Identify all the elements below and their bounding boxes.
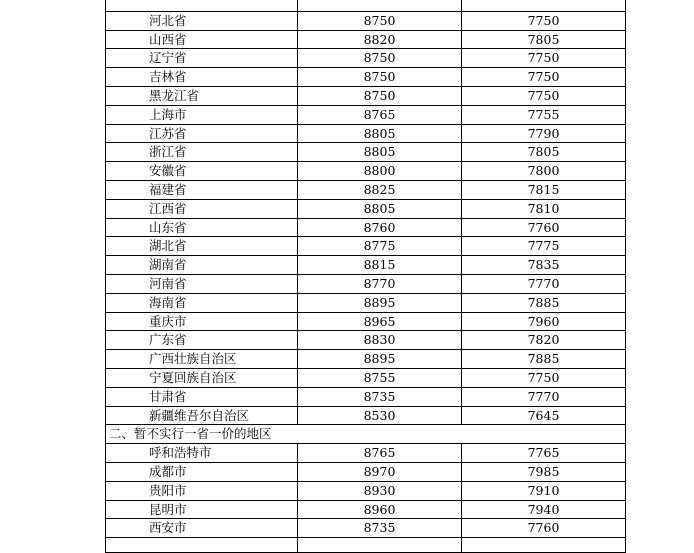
region-cell: 广东省 (106, 331, 298, 350)
table-row (106, 124, 626, 143)
price-value-cell: 8735 (298, 387, 462, 406)
region-cell: 河南省 (106, 274, 298, 293)
region-cell: 西安市 (106, 519, 298, 538)
region-cell: 上海市 (106, 105, 298, 124)
price-value-cell: 7790 (462, 124, 626, 143)
price-value-cell: 8895 (298, 350, 462, 369)
price-value-cell (298, 0, 462, 11)
price-value-cell: 8930 (298, 481, 462, 500)
price-table-page (105, 0, 625, 553)
region-cell: 安徽省 (106, 162, 298, 181)
region-cell: 贵阳市 (106, 481, 298, 500)
table-row (106, 68, 626, 87)
table-row (106, 368, 626, 387)
price-value-cell: 7750 (462, 68, 626, 87)
table-row (106, 86, 626, 105)
price-value-cell: 7805 (462, 143, 626, 162)
price-value-cell: 8750 (298, 86, 462, 105)
region-cell (106, 538, 298, 553)
table-row (106, 49, 626, 68)
price-value-cell: 8530 (298, 406, 462, 425)
city-section (106, 444, 626, 553)
price-value-cell: 7750 (462, 368, 626, 387)
price-value-cell: 7985 (462, 462, 626, 481)
price-value-cell: 7885 (462, 293, 626, 312)
table-row (106, 218, 626, 237)
region-cell: 甘肃省 (106, 387, 298, 406)
table-row (106, 519, 626, 538)
province-section (106, 0, 626, 425)
price-value-cell: 8805 (298, 199, 462, 218)
price-value-cell: 7760 (462, 519, 626, 538)
price-value-cell: 8805 (298, 143, 462, 162)
region-cell: 湖北省 (106, 237, 298, 256)
price-value-cell: 8760 (298, 218, 462, 237)
fuel-price-table (105, 0, 626, 553)
region-cell: 浙江省 (106, 143, 298, 162)
price-value-cell: 8895 (298, 293, 462, 312)
table-row (106, 350, 626, 369)
price-value-cell: 7940 (462, 500, 626, 519)
price-value-cell: 8750 (298, 11, 462, 30)
region-cell: 海南省 (106, 293, 298, 312)
price-value-cell: 8765 (298, 444, 462, 463)
region-cell: 吉林省 (106, 68, 298, 87)
price-value-cell: 7750 (462, 49, 626, 68)
table-row (106, 143, 626, 162)
price-value-cell: 8970 (298, 462, 462, 481)
table-row (106, 30, 626, 49)
region-cell: 广西壮族自治区 (106, 350, 298, 369)
table-row (106, 199, 626, 218)
price-value-cell: 8750 (298, 49, 462, 68)
price-value-cell: 8830 (298, 331, 462, 350)
price-value-cell: 8735 (298, 519, 462, 538)
price-value-cell: 7960 (462, 312, 626, 331)
table-row (106, 331, 626, 350)
region-cell (106, 0, 298, 11)
table-row (106, 481, 626, 500)
price-value-cell (462, 538, 626, 553)
price-value-cell: 7805 (462, 30, 626, 49)
price-value-cell: 7765 (462, 444, 626, 463)
region-cell: 成都市 (106, 462, 298, 481)
region-cell: 山西省 (106, 30, 298, 49)
table-row (106, 162, 626, 181)
table-row (106, 105, 626, 124)
section-header-row (106, 425, 626, 444)
region-cell: 宁夏回族自治区 (106, 368, 298, 387)
region-cell: 福建省 (106, 180, 298, 199)
table-row (106, 274, 626, 293)
region-cell: 河北省 (106, 11, 298, 30)
price-value-cell: 7775 (462, 237, 626, 256)
price-value-cell: 8960 (298, 500, 462, 519)
price-value-cell: 8770 (298, 274, 462, 293)
region-cell: 新疆维吾尔自治区 (106, 406, 298, 425)
table-row (106, 11, 626, 30)
price-value-cell: 8755 (298, 368, 462, 387)
table-row (106, 462, 626, 481)
price-value-cell: 8765 (298, 105, 462, 124)
section-title: 二、暂不实行一省一价的地区 (106, 425, 626, 444)
table-row (106, 444, 626, 463)
price-value-cell: 7910 (462, 481, 626, 500)
region-cell: 湖南省 (106, 256, 298, 275)
price-value-cell: 7755 (462, 105, 626, 124)
price-value-cell: 7835 (462, 256, 626, 275)
price-value-cell: 8965 (298, 312, 462, 331)
table-row (106, 180, 626, 199)
price-value-cell: 7645 (462, 406, 626, 425)
price-value-cell: 7885 (462, 350, 626, 369)
region-cell: 辽宁省 (106, 49, 298, 68)
price-value-cell (462, 0, 626, 11)
table-row (106, 538, 626, 553)
table-row (106, 256, 626, 275)
price-value-cell: 7750 (462, 86, 626, 105)
price-value-cell: 8815 (298, 256, 462, 275)
price-value-cell: 8800 (298, 162, 462, 181)
price-value-cell: 7760 (462, 218, 626, 237)
price-value-cell (298, 538, 462, 553)
price-value-cell: 7800 (462, 162, 626, 181)
table-row (106, 237, 626, 256)
table-row (106, 0, 626, 11)
price-value-cell: 8820 (298, 30, 462, 49)
region-cell: 黑龙江省 (106, 86, 298, 105)
price-value-cell: 8775 (298, 237, 462, 256)
table-row (106, 293, 626, 312)
section-2 (106, 425, 626, 444)
region-cell: 江苏省 (106, 124, 298, 143)
table-row (106, 406, 626, 425)
price-value-cell: 7810 (462, 199, 626, 218)
price-value-cell: 7750 (462, 11, 626, 30)
price-value-cell: 7820 (462, 331, 626, 350)
region-cell: 山东省 (106, 218, 298, 237)
region-cell: 昆明市 (106, 500, 298, 519)
price-value-cell: 7770 (462, 274, 626, 293)
price-value-cell: 7770 (462, 387, 626, 406)
region-cell: 重庆市 (106, 312, 298, 331)
table-row (106, 387, 626, 406)
price-value-cell: 8805 (298, 124, 462, 143)
price-value-cell: 7815 (462, 180, 626, 199)
table-row (106, 500, 626, 519)
region-cell: 江西省 (106, 199, 298, 218)
region-cell: 呼和浩特市 (106, 444, 298, 463)
price-value-cell: 8750 (298, 68, 462, 87)
price-value-cell: 8825 (298, 180, 462, 199)
table-row (106, 312, 626, 331)
